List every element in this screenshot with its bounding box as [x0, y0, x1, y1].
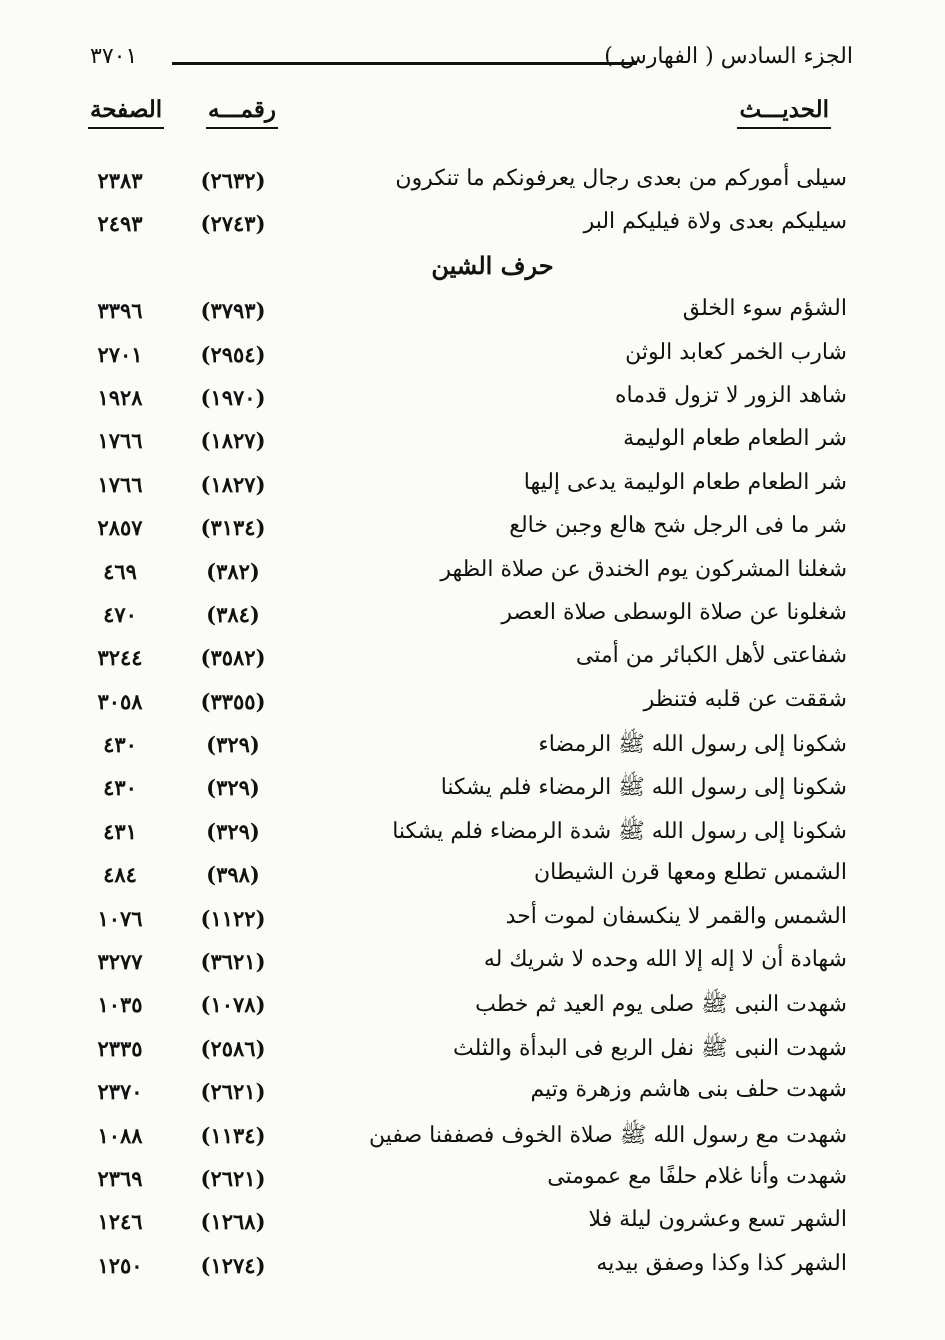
index-entry [0, 1201, 945, 1244]
hadith-page: ٢٣٣٥ [97, 1035, 143, 1061]
column-header-number-label: رقمـــه [208, 96, 276, 123]
hadith-text: شكونا إلى رسول الله ﷺ الرمضاء [538, 732, 847, 758]
index-entry [0, 941, 945, 984]
hadith-text: شهدت مع رسول الله ﷺ صلاة الخوف فصففنا صفين [368, 1122, 847, 1148]
hadith-page: ٢٣٨٣ [97, 168, 143, 193]
column-header-hadith [739, 96, 829, 123]
hadith-page: ٣٢٧٧ [97, 949, 143, 975]
hadith-number: (٢٩٥٤) [200, 341, 266, 367]
hadith-number: (١٨٢٧) [200, 428, 266, 454]
index-entry [0, 594, 945, 637]
hadith-page: ١٠٨٨ [97, 1122, 143, 1148]
hadith-page: ٢٤٩٣ [97, 211, 143, 237]
index-entry [0, 334, 945, 377]
index-entry [0, 1245, 945, 1288]
hadith-number: (٢٥٨٦) [200, 1035, 266, 1061]
entries-after-section [0, 290, 945, 1288]
section-heading: حرف الشين [431, 250, 554, 280]
column-header-underline [737, 127, 831, 129]
hadith-number: (٣١٣٤) [200, 515, 266, 541]
index-entry [0, 1158, 945, 1201]
hadith-page: ٢٣٦٩ [97, 1165, 143, 1191]
hadith-page: ٤٨٤ [103, 862, 137, 888]
hadith-number: (١٢٧٤) [200, 1252, 266, 1278]
hadith-text: شغلونا عن صلاة الوسطى صلاة العصر [501, 599, 847, 625]
index-entry [0, 290, 945, 333]
hadith-number: (٢٦٣٢) [200, 168, 266, 193]
hadith-text: شفاعتى لأهل الكبائر من أمتى [575, 643, 847, 669]
hadith-page: ١٠٣٥ [97, 992, 143, 1018]
hadith-page: ٣٣٩٦ [97, 298, 143, 324]
index-entry [0, 984, 945, 1027]
hadith-text: الشمس والقمر لا ينكسفان لموت أحد [505, 903, 847, 929]
hadith-page: ٢٧٠١ [97, 341, 143, 367]
index-entry [0, 724, 945, 767]
hadith-text: شاهد الزور لا تزول قدماه [615, 382, 847, 408]
hadith-number: (٣٢٩) [206, 818, 260, 844]
hadith-page: ١٩٢٨ [97, 384, 143, 410]
hadith-number: (١١٢٢) [200, 905, 266, 931]
index-entry [0, 898, 945, 941]
hadith-number: (٣٨٤) [206, 601, 260, 627]
hadith-text: الشهر تسع وعشرون ليلة فلا [588, 1207, 847, 1233]
hadith-number: (٣٥٨٢) [200, 645, 266, 671]
hadith-page: ٣٠٥٨ [97, 688, 143, 714]
index-entry [0, 507, 945, 550]
index-entry [0, 551, 945, 594]
hadith-number: (٢٦٢١) [200, 1165, 266, 1191]
hadith-number: (٢٧٤٣) [200, 211, 266, 237]
hadith-number: (٢٦٢١) [200, 1079, 266, 1105]
hadith-page: ١٧٦٦ [97, 471, 143, 497]
hadith-page: ١٧٦٦ [97, 428, 143, 454]
hadith-number: (١١٣٤) [200, 1122, 266, 1148]
hadith-text: شهدت النبى ﷺ صلى يوم العيد ثم خطب [475, 992, 847, 1018]
index-entry [0, 1028, 945, 1071]
hadith-page: ٤٦٩ [103, 558, 137, 584]
hadith-text: شهدت حلف بنى هاشم وزهرة وتيم [530, 1077, 847, 1103]
hadith-page: ٤٣١ [103, 818, 137, 844]
hadith-text: شققت عن قلبه فتنظر [643, 686, 847, 712]
entries-before-section [0, 160, 945, 247]
section-heading-row [0, 247, 945, 290]
index-entry [0, 203, 945, 246]
hadith-number: (١٠٧٨) [200, 992, 266, 1018]
index-entry [0, 854, 945, 897]
hadith-text: سيلى أموركم من بعدى رجال يعرفونكم ما تنكرون [395, 166, 847, 191]
hadith-page: ٢٣٧٠ [97, 1079, 143, 1105]
hadith-text: شكونا إلى رسول الله ﷺ شدة الرمضاء فلم يشكنا [392, 818, 847, 844]
hadith-number: (٣٢٩) [206, 775, 260, 801]
index-entry [0, 811, 945, 854]
hadith-text: شهدت النبى ﷺ نفل الربع فى البدأة والثلث [453, 1035, 847, 1061]
hadith-page: ٢٨٥٧ [97, 515, 143, 541]
index-entry [0, 420, 945, 463]
hadith-page: ١٢٥٠ [97, 1252, 143, 1278]
hadith-number: (٣٧٩٣) [200, 298, 266, 324]
index-entry [0, 767, 945, 810]
hadith-number: (١٨٢٧) [200, 471, 266, 497]
column-header-page [90, 96, 162, 123]
hadith-text: شر الطعام طعام الوليمة [623, 426, 847, 452]
hadith-text: الشهر كذا وكذا وصفق بيديه [596, 1250, 847, 1276]
running-title: الجزء السادس ( الفهارس ) [604, 44, 853, 69]
hadith-page: ٤٧٠ [103, 601, 137, 627]
index-entry [0, 464, 945, 507]
hadith-page: ١٢٤٦ [97, 1209, 143, 1235]
hadith-text: شغلنا المشركون يوم الخندق عن صلاة الظهر [440, 556, 847, 582]
hadith-text: شارب الخمر كعابد الوثن [625, 339, 847, 365]
header-rule [172, 62, 637, 65]
column-header-page-label: الصفحة [90, 96, 163, 123]
index-entries [0, 160, 945, 1288]
hadith-text: شكونا إلى رسول الله ﷺ الرمضاء فلم يشكنا [440, 775, 847, 801]
hadith-number: (٣٣٥٥) [200, 688, 266, 714]
column-header-number [208, 96, 276, 123]
hadith-number: (٣٦٢١) [200, 949, 266, 975]
hadith-number: (٣٩٨) [206, 862, 260, 888]
index-entry [0, 681, 945, 724]
index-entry [0, 637, 945, 680]
hadith-page: ٣٢٤٤ [97, 645, 143, 671]
hadith-text: سيليكم بعدى ولاة فيليكم البر [583, 209, 847, 235]
column-header-underline [88, 127, 164, 129]
hadith-text: شهادة أن لا إله إلا الله وحده لا شريك له [483, 947, 847, 973]
running-head [0, 44, 945, 84]
hadith-page: ٤٣٠ [103, 732, 137, 758]
hadith-page: ١٠٧٦ [97, 905, 143, 931]
index-entry [0, 1071, 945, 1114]
hadith-number: (١٢٦٨) [200, 1209, 266, 1235]
hadith-text: الشؤم سوء الخلق [682, 296, 847, 322]
index-entry [0, 377, 945, 420]
hadith-number: (١٩٧٠) [200, 384, 266, 410]
hadith-text: شر ما فى الرجل شح هالع وجبن خالع [509, 513, 847, 539]
hadith-page: ٤٣٠ [103, 775, 137, 801]
index-entry [0, 160, 945, 203]
hadith-number: (٣٢٩) [206, 732, 260, 758]
index-entry [0, 1115, 945, 1158]
column-header-hadith-label: الحديـــث [739, 96, 829, 123]
hadith-text: الشمس تطلع ومعها قرن الشيطان [533, 860, 847, 886]
hadith-text: شهدت وأنا غلام حلفًا مع عمومتى [547, 1163, 847, 1189]
hadith-number: (٣٨٢) [206, 558, 260, 584]
hadith-text: شر الطعام طعام الوليمة يدعى إليها [523, 469, 847, 495]
page-number: ٣٧٠١ [90, 44, 138, 69]
column-header-underline [206, 127, 278, 129]
